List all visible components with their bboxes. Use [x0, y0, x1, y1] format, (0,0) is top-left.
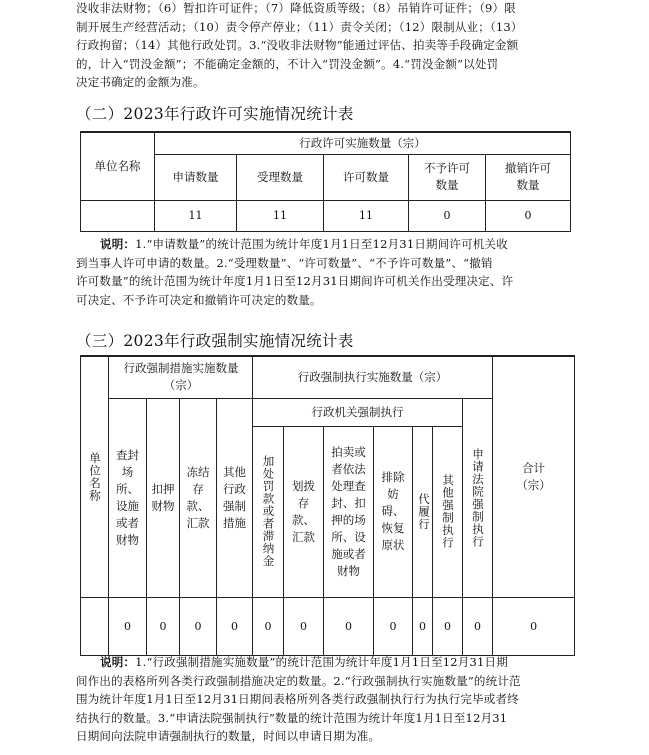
note-line: 围为统计年度1月1日至12月31日期间表格所列各类行政强制执行行为执行完毕或者终 — [76, 692, 519, 706]
column-header-text: 其他强制执行 — [441, 474, 455, 549]
column-header-text: 加处罚款或者滞纳金 — [261, 455, 276, 568]
intro-line: 的，计入“罚没金额”；不能确定金额的，不计入“罚没金额”。4.“罚没金额”以处罚 — [76, 56, 499, 71]
value-cell: 0 — [486, 200, 571, 231]
value-cell: 0 — [324, 597, 374, 655]
enforcement-stats-table — [80, 355, 575, 656]
court-execution-header — [463, 398, 493, 597]
value-cell: 0 — [147, 597, 180, 655]
intro-line: 决定书确定的金额为准。 — [76, 75, 205, 89]
intro-line: 没收非法财物；（6）暂扣许可证件；（7）降低资质等级；（8）吊销许可证件；（9）限 — [76, 1, 516, 15]
note-line: 结执行的数量。3.“申请法院强制执行”数量的统计范围为统计年度1月1日至12月31 — [76, 710, 508, 725]
measures-group-header — [109, 356, 253, 398]
admin-column-header — [253, 426, 284, 597]
column-header-text: 查封场所、设施或者财物 — [116, 447, 139, 547]
measure-column-header — [180, 398, 217, 597]
value-cell: 0 — [217, 597, 253, 655]
total-header — [493, 356, 575, 597]
value-cell: 0 — [493, 597, 575, 655]
execution-group-header: 行政强制执行实施数量（宗） — [253, 356, 493, 398]
note-line: 间作出的表格所列各类行政强制措施决定的数量。2.“行政强制执行实施数量”的统计范 — [76, 673, 521, 688]
section3-heading: （三）2023年行政强制实施情况统计表 — [76, 332, 354, 350]
measure-column-header — [147, 398, 180, 597]
note-line: 日期间向法院申请强制执行的数量，时间以申请日期为准。 — [76, 729, 381, 743]
note-line — [76, 235, 576, 254]
court-execution-header-text: 申请法院强制执行 — [471, 447, 486, 548]
intro-line: 行政拘留；（14）其他行政处罚。3.“没收非法财物”能通过评估、拍卖等手段确定金额 — [76, 38, 519, 52]
section3-note — [76, 653, 576, 746]
unit-name-cell — [81, 597, 109, 655]
admin-column-header — [374, 426, 413, 597]
note-line: 到当事人许可申请的数量。2.“受理数量”、“许可数量”、“不予许可数量”、“撤销 — [76, 255, 493, 270]
column-header — [409, 154, 486, 200]
note-label: 说明： — [100, 237, 136, 251]
column-header: 许可数量 — [324, 154, 409, 200]
section2-heading: （二）2023年行政许可实施情况统计表 — [76, 105, 354, 123]
note-text: 1.“行政强制措施实施数量”的统计范围为统计年度1月1日至12月31日期 — [135, 655, 508, 669]
note-line: 许可数量”的统计范围为统计年度1月1日至12月31日期间许可机关作出受理决定、许 — [76, 274, 514, 288]
column-header-text: 不予许可数量 — [424, 161, 470, 192]
value-cell: 0 — [463, 597, 493, 655]
unit-name-header-text: 单位名称 — [88, 451, 102, 502]
note-line — [76, 653, 576, 672]
value-cell: 0 — [374, 597, 413, 655]
column-header-text: 划拨存款、汇款 — [292, 478, 315, 544]
column-header-text: 撤销许可数量 — [505, 161, 551, 192]
value-cell: 0 — [284, 597, 324, 655]
value-cell: 0 — [180, 597, 217, 655]
column-header-text: 代履行 — [417, 492, 431, 531]
unit-name-cell — [81, 200, 155, 231]
value-cell: 0 — [409, 200, 486, 231]
column-header-text: 其他行政强制措施 — [223, 464, 246, 530]
value-cell: 11 — [155, 200, 237, 231]
measure-column-header — [217, 398, 253, 597]
measure-column-header — [109, 398, 147, 597]
column-header-text: 冻结存款、汇款 — [186, 464, 210, 530]
column-header-text: 拍卖或者依法处理查封、扣押的场所、设施或者财物 — [331, 444, 366, 578]
permit-count-group-header: 行政许可实施数量（宗） — [155, 132, 571, 154]
column-header-text: 排除妨碍、恢复原状 — [381, 470, 405, 552]
total-header-text: 合计（宗） — [516, 460, 551, 492]
admin-column-header — [413, 426, 433, 597]
value-cell: 11 — [237, 200, 324, 231]
note-text: 1.“申请数量”的统计范围为统计年度1月1日至12月31日期间许可机关收 — [135, 237, 508, 251]
admin-column-header — [324, 426, 374, 597]
value-cell: 11 — [324, 200, 409, 231]
column-header — [486, 154, 571, 200]
unit-name-header: 单位名称 — [81, 132, 155, 200]
permit-stats-table — [80, 131, 571, 232]
column-header-text: 扣押财物 — [151, 481, 175, 513]
admin-column-header — [284, 426, 324, 597]
unit-name-header — [81, 356, 109, 597]
value-cell: 0 — [433, 597, 463, 655]
intro-paragraph — [76, 0, 576, 92]
note-label: 说明： — [100, 655, 136, 669]
measures-group-header-text: 行政强制措施实施数量（宗） — [123, 361, 239, 393]
column-header: 受理数量 — [237, 154, 324, 200]
admin-execution-group-header: 行政机关强制执行 — [253, 398, 463, 426]
intro-line: 制开展生产经营活动；（10）责令停产停业；（11）责令关闭；（12）限制从业；（13） — [76, 19, 523, 34]
column-header: 申请数量 — [155, 154, 237, 200]
section2-note — [76, 235, 576, 309]
value-cell: 0 — [109, 597, 147, 655]
admin-column-header — [433, 426, 463, 597]
note-line: 可决定、不予许可决定和撤销许可决定的数量。 — [76, 292, 322, 307]
value-cell: 0 — [253, 597, 284, 655]
value-cell: 0 — [413, 597, 433, 655]
